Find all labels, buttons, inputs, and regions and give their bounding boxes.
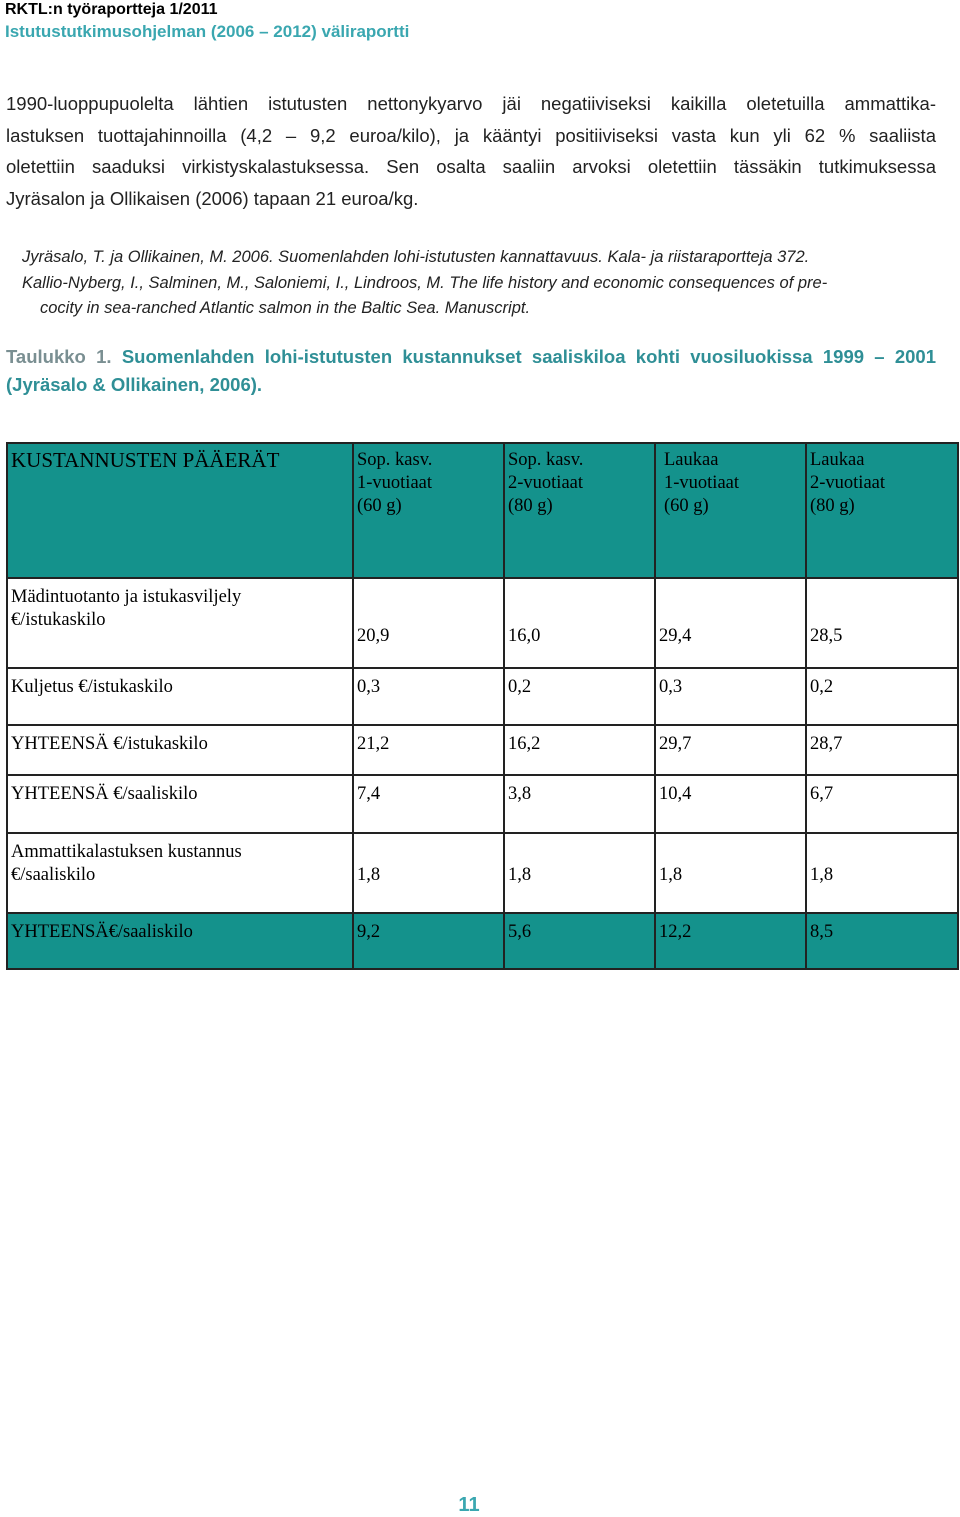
row-label: YHTEENSÄ €/saaliskilo: [7, 775, 353, 833]
table-cell: 16,2: [504, 725, 655, 775]
cost-table: [6, 442, 959, 970]
table-row: [7, 578, 958, 668]
table-cell: 9,2: [353, 913, 504, 969]
row-label: Ammattikalastuksen kustannus €/saaliskilo: [7, 833, 353, 913]
table-cell: 5,6: [504, 913, 655, 969]
header-title: KUSTANNUSTEN PÄÄERÄT: [7, 443, 353, 578]
table-cell: 1,8: [806, 833, 958, 913]
table-row: [7, 775, 958, 833]
table-cell: 0,3: [353, 668, 504, 725]
table-cell: 10,4: [655, 775, 806, 833]
table-cell: 0,2: [806, 668, 958, 725]
table-total-row: [7, 913, 958, 969]
body-paragraph: [6, 88, 936, 214]
table-cell: 0,2: [504, 668, 655, 725]
table-cell: 8,5: [806, 913, 958, 969]
header-col-4: Laukaa 2-vuotiaat (80 g): [806, 443, 958, 578]
table-caption: [6, 343, 936, 399]
table-cell: 28,5: [806, 578, 958, 668]
paragraph-line: oletettiin saaduksi virkistyskalastuksessa. Sen osalta saaliin arvoksi oletettiin tässäkin tutkimuksessa: [6, 156, 936, 177]
paragraph-line: Jyräsalon ja Ollikaisen (2006) tapaan 21 euroa/kg.: [6, 187, 419, 209]
caption-label: Taulukko 1.: [6, 346, 112, 367]
row-label: YHTEENSÄ €/istukaskilo: [7, 725, 353, 775]
table-row: [7, 833, 958, 913]
report-series-title: RKTL:n työraportteja 1/2011: [5, 1, 218, 18]
paragraph-line: lastuksen tuottajahinnoilla (4,2 – 9,2 euroa/kilo), ja kääntyi positiiviseksi vasta kun yli 62 % saaliista: [6, 124, 936, 146]
row-label: Mädintuotanto ja istukasviljely €/istukaskilo: [7, 578, 353, 668]
paragraph-line: 1990-luoppupuolelta lähtien istutusten nettonykyarvo jäi negatiiviseksi kaikilla oletetuilla ammattika-: [6, 93, 936, 114]
table-cell: 12,2: [655, 913, 806, 969]
reference-list: [22, 245, 937, 322]
table-cell: 7,4: [353, 775, 504, 833]
page-number: 11: [458, 1494, 480, 1516]
table-cell: 21,2: [353, 725, 504, 775]
header-col-2: Sop. kasv. 2-vuotiaat (80 g): [504, 443, 655, 578]
table-cell: 0,3: [655, 668, 806, 725]
caption-text: Suomenlahden lohi-istutusten kustannukset saaliskiloa kohti vuosiluokissa 1999 – 2001: [121, 346, 937, 367]
table-cell: 6,7: [806, 775, 958, 833]
report-subtitle: Istutustutkimusohjelman (2006 – 2012) väliraportti: [5, 22, 410, 41]
header-col-1: Sop. kasv. 1-vuotiaat (60 g): [353, 443, 504, 578]
reference-item: Kallio-Nyberg, I., Salminen, M., Saloniemi, I., Lindroos, M. The life history and economic consequences of pre-: [22, 273, 828, 292]
table-cell: 3,8: [504, 775, 655, 833]
table-cell: 1,8: [504, 833, 655, 913]
caption-text-line2: (Jyräsalo & Ollikainen, 2006).: [6, 374, 263, 395]
table-row: [7, 668, 958, 725]
table-row: [7, 725, 958, 775]
table-cell: 29,7: [655, 725, 806, 775]
table-header-row: [7, 443, 958, 578]
row-label: Kuljetus €/istukaskilo: [7, 668, 353, 725]
reference-item: Jyräsalo, T. ja Ollikainen, M. 2006. Suomenlahden lohi-istutusten kannattavuus. Kala- ja riistaraportteja 372.: [22, 248, 810, 266]
table-cell: 28,7: [806, 725, 958, 775]
table-cell: 1,8: [353, 833, 504, 913]
table-cell: 16,0: [504, 578, 655, 668]
table-cell: 1,8: [655, 833, 806, 913]
header-col-3: Laukaa 1-vuotiaat (60 g): [655, 443, 806, 578]
row-label: YHTEENSÄ€/saaliskilo: [7, 913, 353, 969]
reference-item-continuation: cocity in sea-ranched Atlantic salmon in the Baltic Sea. Manuscript.: [40, 299, 531, 317]
table-cell: 20,9: [353, 578, 504, 668]
table-cell: 29,4: [655, 578, 806, 668]
